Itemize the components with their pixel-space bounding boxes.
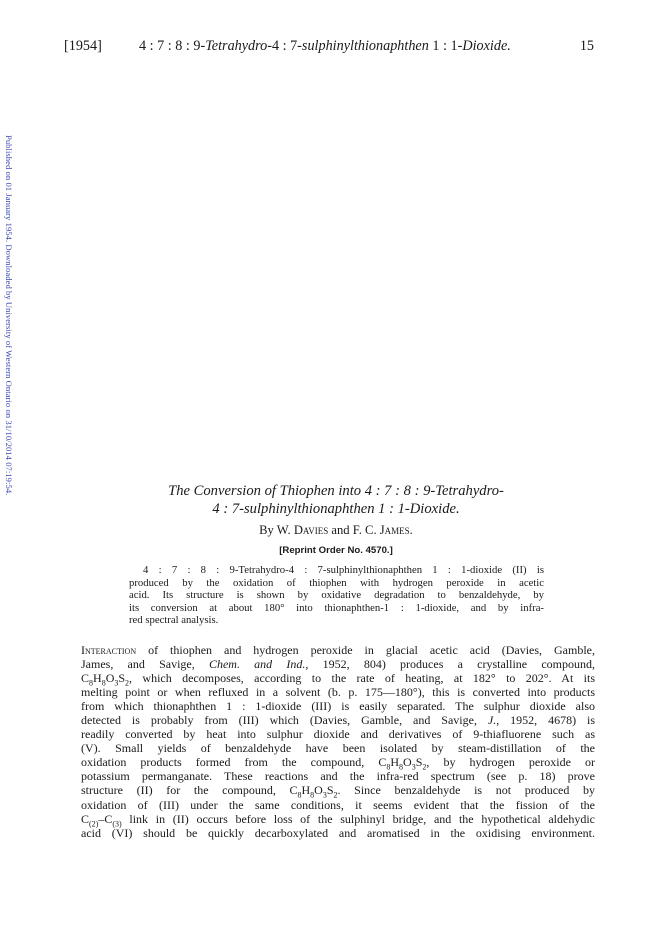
author-2-surname: James. bbox=[379, 523, 413, 537]
body-text-run: , 1952, 4678) is bbox=[496, 713, 595, 728]
body-first-word: Interaction bbox=[81, 643, 137, 657]
abstract-line: 4 : 7 : 8 : 9-Tetrahydro-4 : 7-sulphinylthionaphthen 1 : 1-dioxide (II) is bbox=[143, 564, 544, 576]
body-text-run: , which decomposes, according to the rate of heating, at 182° to 202°. At its bbox=[129, 671, 595, 686]
download-watermark-text: Published on 01 January 1954. Downloaded by University of Western Ontario on 31/10/2014 07:19:54. bbox=[4, 135, 14, 496]
running-head-part: 1 : 1- bbox=[428, 38, 463, 54]
body-line: melting point or when refluxed in a solvent (b. p. 175—180°), this is converted into products bbox=[81, 685, 595, 700]
formula-part: O bbox=[403, 755, 412, 770]
body-text-run: detected is probably from (III) which (Davies, Gamble, and Savige, bbox=[81, 713, 488, 728]
body-line bbox=[81, 713, 595, 727]
body-line: from which thionaphthen 1 : 1-dioxide (III) is easily separated. The sulphur dioxide also bbox=[81, 699, 595, 714]
formula-subscript: 3 bbox=[114, 678, 119, 688]
download-watermark bbox=[0, 135, 14, 580]
formula-part: H bbox=[93, 671, 102, 686]
formula-subscript: 2 bbox=[125, 678, 130, 688]
formula-subscript: 8 bbox=[101, 678, 106, 688]
running-head-part: Dioxide. bbox=[462, 38, 511, 54]
body-line bbox=[81, 755, 595, 772]
formula-subscript: 8 bbox=[310, 790, 315, 800]
author-1-surname: Davies bbox=[293, 523, 329, 537]
article-title-line-1: The Conversion of Thiophen into 4 : 7 : 8 : 9-Tetrahydro- bbox=[168, 483, 504, 499]
body-text-run: oxidation products formed from the compound, C bbox=[81, 755, 387, 770]
author-by: By bbox=[259, 523, 274, 537]
formula-part: S bbox=[326, 783, 334, 798]
page-number: 15 bbox=[579, 38, 594, 54]
body-line bbox=[81, 671, 595, 688]
formula-subscript: 8 bbox=[297, 790, 302, 800]
formula-subscript: 8 bbox=[386, 762, 391, 772]
formula-part: C bbox=[81, 811, 90, 826]
running-head-part: Tetrahydro bbox=[205, 38, 268, 54]
body-line: potassium permanganate. These reactions and the infra-red spectrum (see p. 18) prove bbox=[81, 769, 595, 784]
author-2-initials: F. C. bbox=[352, 523, 377, 537]
body-text-run: James, and Savige, bbox=[81, 657, 209, 672]
reprint-order: [Reprint Order No. 4570.] bbox=[279, 545, 393, 556]
body-text-run: , 1952, 804) produces a crystalline compound, bbox=[305, 657, 595, 672]
journal-name: Chem. and Ind. bbox=[208, 657, 306, 672]
formula-subscript: 2 bbox=[422, 762, 427, 772]
abstract bbox=[129, 564, 544, 627]
body-paragraph bbox=[81, 643, 595, 840]
running-head-part: sulphinylthionaphthen bbox=[301, 38, 429, 54]
running-head bbox=[64, 38, 594, 56]
formula-subscript: 8 bbox=[89, 678, 94, 688]
abstract-line: acid. Its structure is shown by oxidative degradation to benzaldehyde, by bbox=[129, 589, 544, 601]
author-and: and bbox=[331, 523, 350, 537]
body-text-run: structure (II) for the compound, C bbox=[81, 783, 298, 798]
body-text-run: . Since benzaldehyde is not produced by bbox=[337, 783, 595, 798]
abstract-line: red spectral analysis. bbox=[129, 614, 219, 626]
body-line: oxidation of (III) under the same conditions, it seems evident that the fission of the bbox=[81, 797, 595, 812]
body-line bbox=[81, 812, 595, 826]
formula-subscript: 8 bbox=[399, 762, 404, 772]
formula-part: C bbox=[81, 671, 90, 686]
running-head-year: [1954] bbox=[64, 38, 102, 54]
article-title-line-2: 4 : 7-sulphinylthionaphthen 1 : 1-Dioxide. bbox=[212, 501, 460, 517]
journal-name: J. bbox=[487, 713, 497, 728]
body-line bbox=[81, 643, 595, 657]
formula-subscript: (3) bbox=[112, 818, 122, 828]
formula-subscript: 2 bbox=[333, 790, 338, 800]
body-line bbox=[81, 783, 595, 800]
abstract-line: its conversion at about 180° into thionaphthen-1 : 1-dioxide, and by infra- bbox=[129, 601, 544, 614]
running-head-part: 4 : 7 : 8 : 9- bbox=[139, 38, 206, 54]
body-line: (V). Small yields of benzaldehyde have been isolated by steam-distillation of the bbox=[81, 741, 595, 756]
author-line bbox=[80, 523, 592, 538]
body-line: readily converted by heat into sulphur dioxide and derivatives of 9-thiafluorene such as bbox=[81, 727, 595, 742]
abstract-line: produced by the oxidation of thiophen with hydrogen peroxide in acetic bbox=[129, 576, 544, 589]
formula-subscript: 3 bbox=[411, 762, 416, 772]
running-head-part: -4 : 7- bbox=[267, 38, 302, 54]
formula-part: H bbox=[301, 783, 311, 798]
formula-part: S bbox=[118, 671, 126, 686]
body-line bbox=[81, 657, 595, 671]
body-text-run: of thiophen and hydrogen peroxide in glacial acetic acid (Davies, Gamble, bbox=[136, 643, 595, 657]
author-1-initials: W. bbox=[276, 523, 291, 537]
formula-subscript: (2) bbox=[89, 818, 99, 828]
formula-part: O bbox=[314, 783, 323, 798]
body-text-run: link in (II) occurs before loss of the sulphinyl bridge, and the hypothetical aldehydic bbox=[121, 811, 595, 826]
formula-part: O bbox=[105, 671, 115, 686]
formula-subscript: 3 bbox=[322, 790, 327, 800]
body-text-run: , by hydrogen peroxide or bbox=[426, 755, 595, 770]
running-head-title bbox=[139, 38, 511, 55]
formula-part: –C bbox=[98, 811, 113, 826]
formula-part: H bbox=[390, 755, 400, 770]
body-line: acid (VI) should be quickly decarboxylated and aromatised in the oxidising environment. bbox=[81, 825, 595, 840]
article-title bbox=[80, 482, 592, 518]
formula-part: S bbox=[415, 755, 423, 770]
